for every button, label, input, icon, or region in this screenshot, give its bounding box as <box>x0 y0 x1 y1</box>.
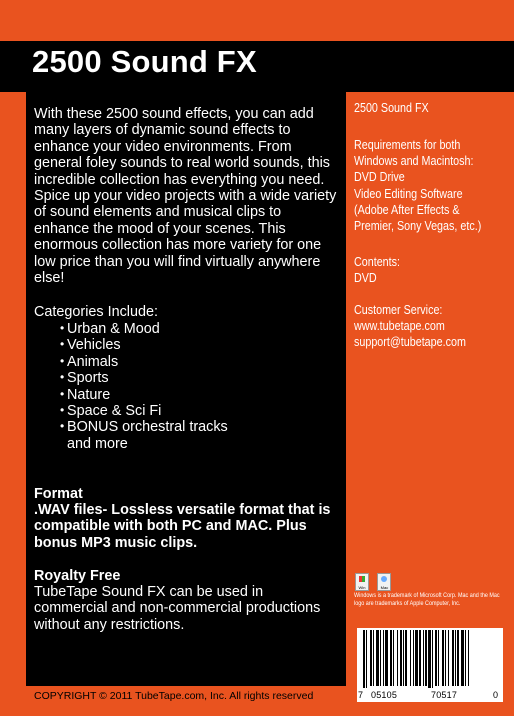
product-title: 2500 Sound FX <box>32 44 257 79</box>
barcode-bar <box>442 630 444 686</box>
barcode-bar <box>363 630 365 688</box>
barcode-bar <box>445 630 446 686</box>
sidebar-product-name: 2500 Sound FX <box>354 101 429 115</box>
barcode-bar <box>432 630 433 688</box>
support-email-text: support@tubetape.com <box>354 335 466 350</box>
barcode-bar <box>413 630 414 686</box>
barcode-bar <box>383 630 384 686</box>
contents-block <box>354 254 400 286</box>
barcode-bar <box>403 630 404 686</box>
category-item: • Nature <box>60 387 247 403</box>
category-item: • Space & Sci Fi <box>60 403 247 419</box>
requirements-line: Windows and Macintosh: <box>354 154 474 169</box>
description-text: With these 2500 sound effects, you can add many layers of dynamic sound effects to enhance your video environments. From general foley sounds to real world sounds, this incredible collection has everything you need. Spice up your video projects with a wide variety of sound elements and musical clips to enhance the mood of your scenes. This enormous collection has more variety for one low price than you will find virtually anywhere else! <box>34 106 337 287</box>
barcode-bar <box>468 630 469 686</box>
barcode-bar <box>465 630 466 686</box>
windows-logo-icon: Win <box>355 573 369 591</box>
requirements-line: Requirements for both <box>354 138 461 152</box>
copyright-text: COPYRIGHT © 2011 TubeTape.com, Inc. All rights reserved <box>34 690 314 702</box>
barcode-bar <box>452 630 454 686</box>
format-text: .WAV files- Lossless versatile format that is compatible with both PC and MAC. Plus bonus MP3 music clips. <box>34 502 331 551</box>
royalty-heading: Royalty Free <box>34 568 121 584</box>
requirements-line: Video Editing Software <box>354 186 463 201</box>
barcode-bar <box>448 630 449 686</box>
requirements-line: DVD Drive <box>354 170 405 185</box>
mac-logo-icon: Mac <box>377 573 391 591</box>
barcode-bar <box>410 630 411 686</box>
customer-service-block <box>354 302 466 351</box>
category-item: • Vehicles <box>60 337 247 353</box>
category-item: • Sports <box>60 370 247 386</box>
trademark-notice: Windows is a trademark of Microsoft Corp. Mac and the Mac logo are trademarks of Apple Computer, Inc. <box>354 592 500 608</box>
barcode-bar <box>385 630 388 686</box>
royalty-text: TubeTape Sound FX can be used in commercial and non-commercial productions without any restrictions. <box>34 584 321 633</box>
barcode-bar <box>438 630 439 686</box>
barcode-bars-icon <box>363 630 497 688</box>
barcode-bar <box>423 630 424 686</box>
barcode-bar <box>419 630 421 686</box>
barcode-bar <box>461 630 464 686</box>
categories-heading: Categories Include: <box>34 304 158 320</box>
barcode-bar <box>376 630 379 686</box>
barcode-bar <box>366 630 367 688</box>
barcode-bar <box>397 630 398 686</box>
barcode-bar <box>435 630 437 686</box>
requirements-block <box>354 137 481 234</box>
website-text: www.tubetape.com <box>354 319 445 334</box>
barcode-bar <box>370 630 372 686</box>
category-item: • Urban & Mood <box>60 321 247 337</box>
barcode-bar <box>405 630 407 686</box>
customer-service-label: Customer Service: <box>354 303 443 317</box>
barcode-bar <box>428 630 431 688</box>
orange-top-band <box>0 0 514 41</box>
barcode-bar <box>400 630 402 686</box>
orange-left-strip <box>0 92 26 686</box>
barcode-bar <box>425 630 427 686</box>
main-panel <box>26 92 346 686</box>
barcode-bar <box>415 630 418 686</box>
requirements-line: (Adobe After Effects & <box>354 202 460 217</box>
barcode-bar <box>390 630 392 686</box>
barcode-bar <box>393 630 394 686</box>
category-item: • Animals <box>60 354 247 370</box>
format-heading: Format <box>34 486 83 502</box>
category-item: • BONUS orchestral tracks and more <box>60 419 247 452</box>
upc-barcode: 7 05105 70517 0 <box>357 628 503 702</box>
barcode-bar <box>457 630 459 686</box>
barcode-bar <box>373 630 374 686</box>
barcode-bar <box>455 630 456 686</box>
barcode-bar <box>380 630 381 686</box>
requirements-line: Premier, Sony Vegas, etc.) <box>354 219 482 234</box>
contents-label: Contents: <box>354 255 401 269</box>
contents-value: DVD <box>354 271 377 286</box>
categories-list <box>60 321 247 452</box>
